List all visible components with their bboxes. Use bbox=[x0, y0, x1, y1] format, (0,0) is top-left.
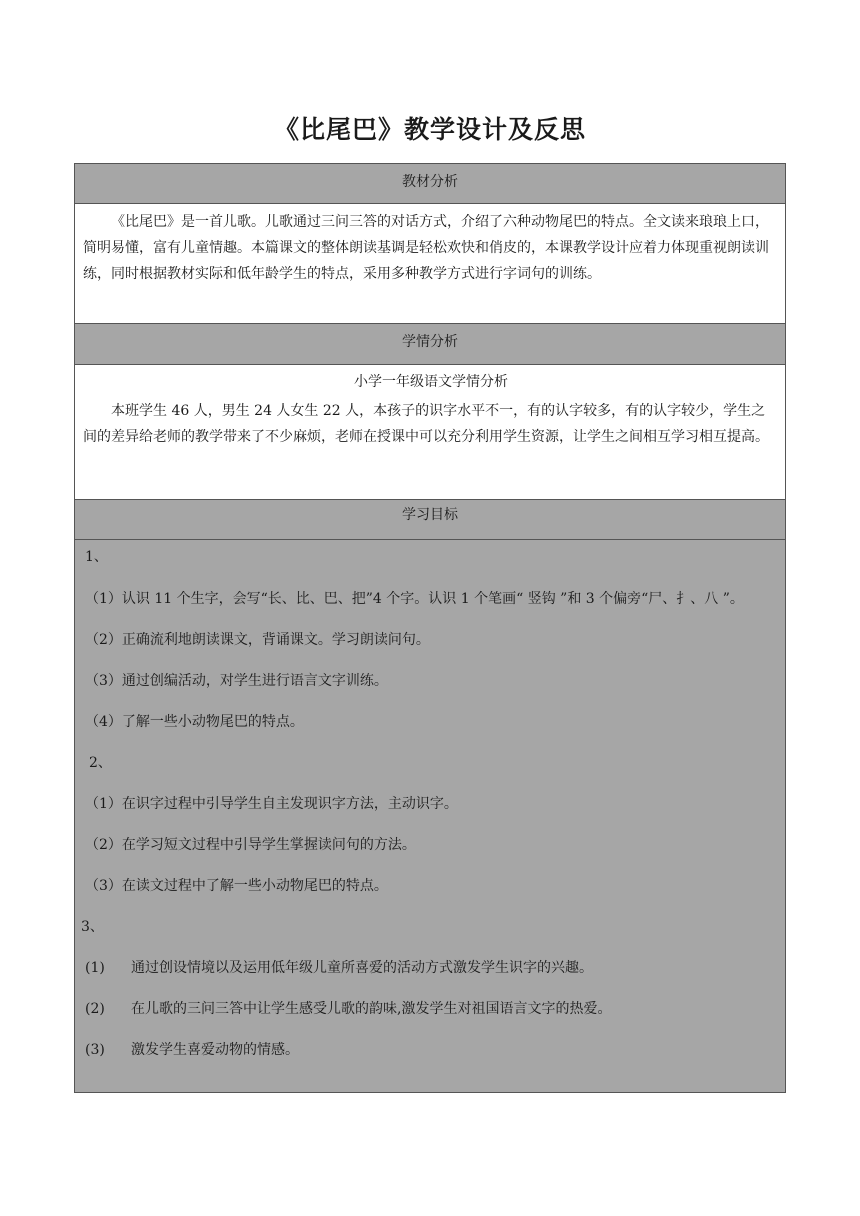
goal-3-2-text: 在儿歌的三问三答中让学生感受儿歌的韵味,激发学生对祖国语言文字的热爱。 bbox=[131, 1001, 612, 1017]
goal-3-3-text: 激发学生喜爱动物的情感。 bbox=[131, 1042, 299, 1058]
textbook-analysis-text: 《比尾巴》是一首儿歌。儿歌通过三问三答的对话方式，介绍了六种动物尾巴的特点。全文读来琅琅上口，简明易懂，富有儿童情趣。本篇课文的整体朗读基调是轻松欢快和俏皮的，本课教学设计应着力体现重视朗读训练，同时根据教材实际和低年龄学生的特点，采用多种教学方式进行字词句的训练。 bbox=[83, 214, 769, 282]
goal-group-1-label: 1、 bbox=[85, 549, 108, 565]
goal-3-2-number: (2) bbox=[85, 1001, 105, 1017]
student-analysis-text: 本班学生 46 人，男生 24 人女生 22 人，本孩子的识字水平不一，有的认字较多，有的认字较少，学生之间的差异给老师的教学带来了不少麻烦，老师在授课中可以充分利用学生资源，让学生之间相互学习相互提高。 bbox=[83, 403, 769, 445]
goal-2-3: （3）在读文过程中了解一些小动物尾巴的特点。 bbox=[85, 878, 388, 894]
goal-2-2: （2）在学习短文过程中引导学生掌握读问句的方法。 bbox=[85, 837, 416, 853]
goal-group-2-label: 2、 bbox=[89, 755, 112, 771]
goal-3-2 bbox=[85, 996, 775, 1022]
goal-3-1 bbox=[85, 955, 775, 981]
section-learning-goals bbox=[75, 540, 785, 1092]
goal-1-4: （4）了解一些小动物尾巴的特点。 bbox=[85, 714, 304, 730]
section-student-analysis bbox=[75, 365, 785, 500]
section-header-textbook bbox=[75, 164, 785, 204]
section-textbook-analysis bbox=[75, 204, 785, 324]
lesson-table bbox=[74, 163, 786, 1093]
section-header-student bbox=[75, 324, 785, 365]
section-header-goals bbox=[75, 500, 785, 540]
goal-3-1-text: 通过创设情境以及运用低年级儿童所喜爱的活动方式激发学生识字的兴趣。 bbox=[131, 960, 593, 976]
goal-1-3: （3）通过创编活动，对学生进行语言文字训练。 bbox=[85, 673, 388, 689]
page-title: 《比尾巴》教学设计及反思 bbox=[273, 115, 586, 144]
goal-group-3-label: 3、 bbox=[81, 919, 104, 935]
section-header-label: 学情分析 bbox=[402, 334, 458, 350]
student-analysis-subtitle: 小学一年级语文学情分析 bbox=[354, 374, 508, 390]
goal-3-3 bbox=[85, 1037, 775, 1063]
goal-3-3-number: (3) bbox=[85, 1042, 105, 1058]
goal-1-2: （2）正确流利地朗读课文，背诵课文。学习朗读问句。 bbox=[85, 632, 430, 648]
section-header-label: 教材分析 bbox=[402, 174, 458, 190]
goal-3-1-number: (1) bbox=[85, 960, 105, 976]
section-header-label: 学习目标 bbox=[402, 507, 458, 523]
goal-2-1: （1）在识字过程中引导学生自主发现识字方法，主动识字。 bbox=[85, 796, 458, 812]
goal-1-1: （1）认识 11 个生字，会写“长、比、巴、把”4 个字。认识 1 个笔画“ 竖钩 ”和 3 个偏旁“尸、扌、八 ”。 bbox=[85, 591, 744, 607]
